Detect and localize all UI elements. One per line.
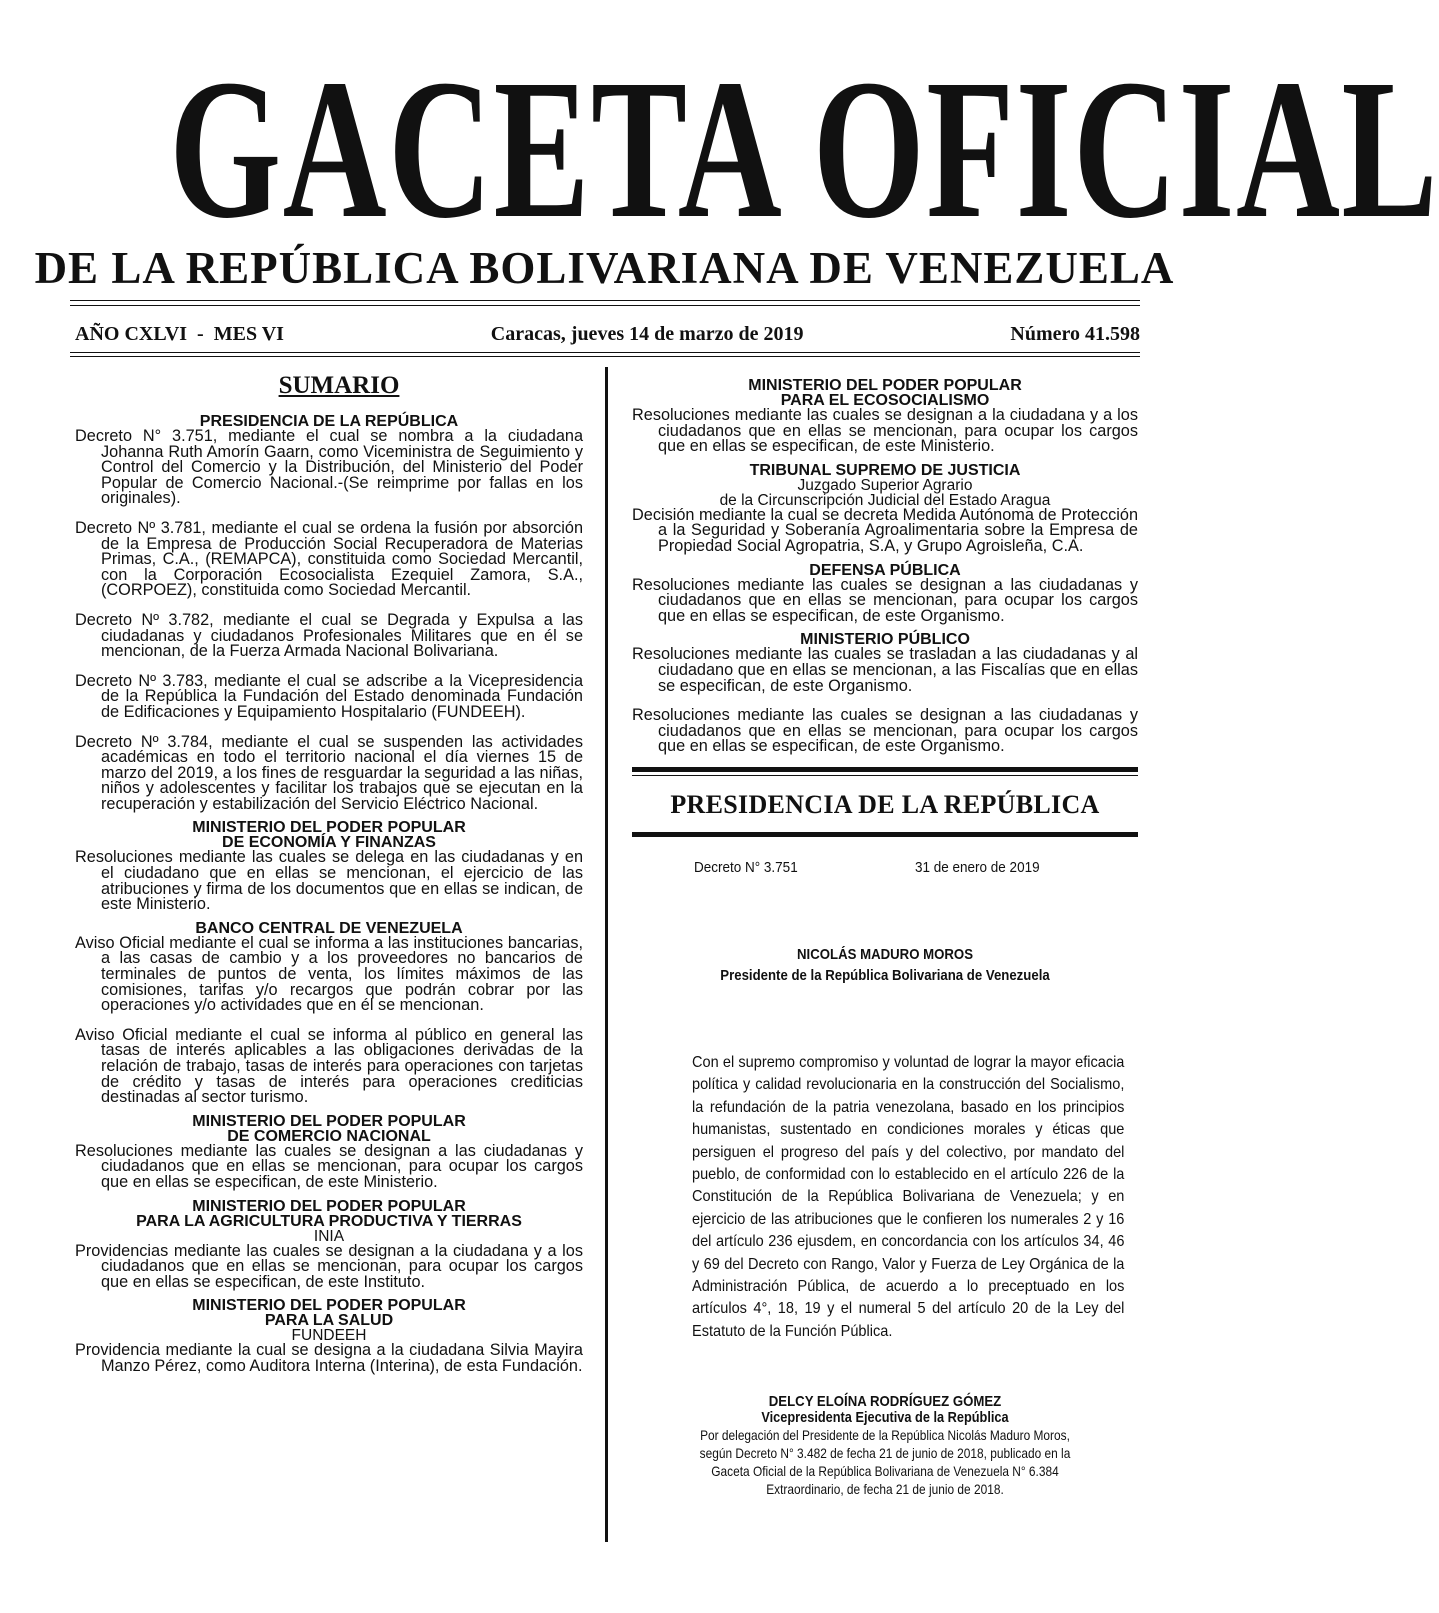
- sumario-entry: Providencia mediante la cual se designa a la ciudadana Silvia Mayira Manzo Pérez, como Auditora Interna (Interina), de esta Fundación.: [75, 1341, 583, 1375]
- section-subheading: Juzgado Superior Agrario: [797, 476, 973, 494]
- section-heading: MINISTERIO DEL PODER POPULAR: [192, 1197, 466, 1215]
- delegate-note-1: Por delegación del Presidente de la República Nicolás Maduro Moros,: [700, 1427, 1070, 1444]
- sumario-entry: Decreto Nº 3.782, mediante el cual se Degrada y Expulsa a las ciudadanas y ciudadanos Profesionales Militares que en él se mencionan, de la Fuerza Armada Nacional Bolivariana.: [75, 610, 583, 661]
- top-rule: [70, 300, 1140, 301]
- sumario-entry: Decreto Nº 3.783, mediante el cual se adscribe a la Vicepresidencia de la República la Fundación del Estado denominada Fundación de Edificaciones y Equipamiento Hospitalario (FUNDEEH).: [75, 671, 583, 721]
- sumario-entry: Resoluciones mediante las cuales se designan a las ciudadanas y ciudadanos que en ellas se mencionan, para ocupar los cargos que en ellas se especifican, de este Organismo.: [632, 706, 1138, 756]
- section-heading: PARA LA AGRICULTURA PRODUCTIVA Y TIERRAS: [136, 1212, 522, 1230]
- delegate-name: DELCY ELOÍNA RODRÍGUEZ GÓMEZ: [768, 1393, 1002, 1411]
- sumario-section: [75, 820, 583, 912]
- section-rule-bottom: [632, 832, 1138, 837]
- section-rule: [632, 767, 1138, 772]
- decree-number: Decreto N° 3.751: [694, 858, 798, 876]
- sumario-section: [632, 632, 1138, 755]
- section-heading: PARA EL ECOSOCIALISMO: [780, 392, 990, 409]
- issue-number: Número 41.598: [1010, 323, 1140, 345]
- sumario-left-column: [75, 372, 583, 1383]
- delegate-role: Vicepresidenta Ejecutiva de la República: [761, 1410, 1009, 1427]
- sumario-entry: Resoluciones mediante las cuales se designan a la ciudadana y a los ciudadanos que en ellas se mencionan, para ocupar los cargos que en ellas se especifican, de este Ministerio.: [632, 406, 1138, 456]
- president-role: Presidente de la República Bolivariana de Venezuela: [720, 966, 1050, 984]
- sumario-entry: Decreto N° 3.751, mediante el cual se nombra a la ciudadana Johanna Ruth Amorín Gaarn, como Viceministra de Seguimiento y Control del Comercio y la Distribución, del Ministerio del Poder Popular de Comercio Nacional.-(Se reimprime por fallas en los originales).: [75, 427, 583, 508]
- section-heading: DEFENSA PÚBLICA: [809, 561, 961, 579]
- president-name: NICOLÁS MADURO MOROS: [797, 945, 973, 963]
- issue-date: Caracas, jueves 14 de marzo de 2019: [490, 323, 804, 345]
- sumario-entry: Resoluciones mediante las cuales se delega en las ciudadanas y en el ciudadano que en ellas se mencionan, el ejercicio de las atribuciones y firma de los documentos que en ellas se indican, de este Ministerio.: [75, 848, 583, 914]
- sumario-section: [632, 563, 1138, 625]
- sumario-section: [75, 921, 583, 1106]
- sumario-title: SUMARIO: [278, 372, 400, 399]
- section-heading: DE ECONOMÍA Y FINANZAS: [222, 834, 436, 852]
- section-rule-thin: [632, 775, 1138, 776]
- section-heading: TRIBUNAL SUPREMO DE JUSTICIA: [749, 461, 1021, 479]
- decree-section-title: PRESIDENCIA DE LA REPÚBLICA: [670, 789, 1100, 819]
- section-heading: PARA LA SALUD: [264, 1312, 394, 1330]
- right-column: [632, 378, 1138, 1498]
- section-subheading: de la Circunscripción Judicial del Estado Aragua: [719, 491, 1051, 509]
- sumario-section: [75, 1298, 583, 1374]
- sumario-entry: Decreto Nº 3.784, mediante el cual se suspenden las actividades académicas en todo el territorio nacional el día viernes 15 de marzo del 2019, a los fines de resguardar la seguridad a las niñas, niños y adolescentes y facilitar los trabajos que se ejecutan en la recuperación y estabilización del Servicio Eléctrico Nacional.: [75, 732, 583, 813]
- masthead-subtitle: DE LA REPÚBLICA BOLIVARIANA DE VENEZUELA: [34, 243, 1175, 293]
- section-heading: MINISTERIO DEL PODER POPULAR: [192, 1297, 466, 1315]
- decree-header: [694, 859, 1040, 876]
- section-heading: PRESIDENCIA DE LA REPÚBLICA: [199, 413, 459, 430]
- section-subheading: INIA: [313, 1227, 345, 1245]
- sumario-entry: Aviso Oficial mediante el cual se informa a las instituciones bancarias, a las casas de cambio y a los proveedores no bancarios de terminales de puntos de venta, los límites máximos de las comisiones, tarifas y/o recargos que podrán cobrar por las operaciones y/o actividades que en él se mencionan.: [75, 933, 583, 1015]
- column-divider: [605, 367, 608, 1542]
- section-heading: BANCO CENTRAL DE VENEZUELA: [195, 919, 463, 937]
- section-subheading: FUNDEEH: [291, 1327, 367, 1345]
- section-heading: MINISTERIO DEL PODER POPULAR: [192, 1112, 466, 1130]
- sumario-entry: Decreto Nº 3.781, mediante el cual se ordena la fusión por absorción de la Empresa de Producción Social Recuperadora de Materias Primas, C.A., (REMAPCA), constituida como Sociedad Mercantil, con la Corporación Ecosocialista Ezequiel Zamora, S.A., (CORPOEZ), constituida como Sociedad Mercantil.: [75, 518, 583, 600]
- info-rule-2: [70, 356, 1140, 357]
- masthead-title: GACETA OFICIAL: [169, 39, 1439, 260]
- delegate-note-4: Extraordinario, de fecha 21 de junio de 2018.: [766, 1481, 1004, 1498]
- section-heading: DE COMERCIO NACIONAL: [227, 1127, 431, 1145]
- decree-body: Con el supremo compromiso y voluntad de lograr la mayor eficacia política y calidad revolucionaria en la construcción del Socialismo, la refundación de la patria venezolana, basado en los principios humanistas, sustentado en condiciones morales y éticas que persiguen el progreso del país y del colectivo, por mandato del pueblo, de conformidad con lo establecido en el artículo 226 de la Constitución de la República Bolivariana de Venezuela; y en ejercicio de las atribuciones que le confieren los numerales 2 y 16 del artículo 236 ejusdem, en concordancia con los artículos 34, 46 y 69 del Decreto con Rango, Valor y Fuerza de Ley Orgánica de la Administración Pública, de acuerdo a lo preceptuado en los artículos 4°, 18, 19 y el numeral 5 del artículo 20 de la Ley del Estatuto de la Función Pública.: [692, 1053, 1125, 1340]
- delegate-note-3: Gaceta Oficial de la República Bolivariana de Venezuela N° 6.384: [711, 1463, 1059, 1480]
- sumario-entry: Decisión mediante la cual se decreta Medida Autónoma de Protección a la Seguridad y Soberanía Agroalimentaria sobre la Empresa de Propiedad Social Agropatria, S.A, y Grupo Agroisleña, C.A.: [632, 505, 1138, 555]
- info-rule: [70, 352, 1140, 353]
- section-heading: MINISTERIO DEL PODER POPULAR: [192, 819, 466, 837]
- top-rule-2: [70, 305, 1140, 306]
- sumario-entry: Resoluciones mediante las cuales se trasladan a las ciudadanas y al ciudadano que en ellas se mencionan, a las Fiscalías que en ellas se especifican, de este Organismo.: [632, 645, 1138, 695]
- sumario-entry: Aviso Oficial mediante el cual se informa al público en general las tasas de interés aplicables a las obligaciones derivadas de la relación de trabajo, tasas de interés para operaciones con tarjetas de crédito y tasas de interés para operaciones crediticias destinadas al sector turismo.: [75, 1025, 583, 1107]
- section-heading: MINISTERIO DEL PODER POPULAR: [748, 377, 1022, 394]
- sumario-section: [75, 414, 583, 812]
- sumario-section: [632, 378, 1138, 455]
- sumario-section: [632, 463, 1138, 555]
- year-month: AÑO CXLVI - MES VI: [75, 323, 284, 345]
- sumario-entry: Providencias mediante las cuales se designan a la ciudadana y a los ciudadanos que en ellas se mencionan, para ocupar los cargos que en ellas se especifican, de este Instituto.: [75, 1241, 583, 1291]
- sumario-entry: Resoluciones mediante las cuales se designan a las ciudadanas y ciudadanos que en ellas se mencionan, para ocupar los cargos que en ellas se especifican, de este Organismo.: [632, 575, 1138, 625]
- sumario-section: [75, 1199, 583, 1291]
- sumario-entry: Resoluciones mediante las cuales se designan a las ciudadanas y ciudadanos que en ellas se mencionan, para ocupar los cargos que en ellas se especifican, de este Ministerio.: [75, 1141, 583, 1191]
- section-heading: MINISTERIO PÚBLICO: [800, 631, 970, 649]
- masthead: [0, 39, 1439, 294]
- decree-date: 31 de enero de 2019: [914, 858, 1040, 876]
- sumario-section: [75, 1114, 583, 1191]
- delegate-note-2: según Decreto N° 3.482 de fecha 21 de junio de 2018, publicado en la: [699, 1445, 1071, 1462]
- issue-info-bar: [75, 323, 1140, 346]
